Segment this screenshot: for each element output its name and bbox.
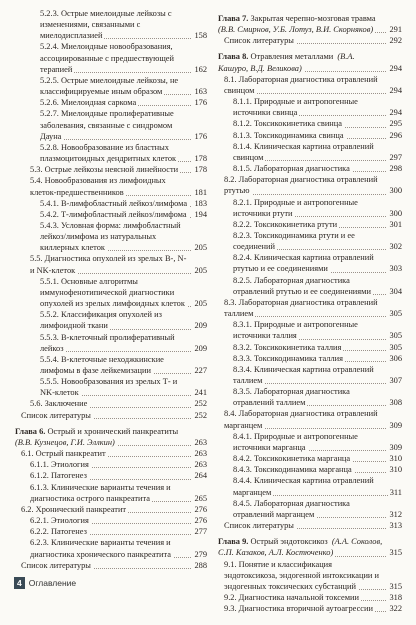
entry-title: 8.2.1. Природные и антропогенные источники ртути (233, 197, 358, 218)
toc-entry (15, 41, 207, 74)
chapter-label: Глава 8. (218, 52, 249, 62)
entry-title: 5.5.3. В-клеточный пролиферативный лейкоз (40, 332, 175, 353)
toc-entry (15, 8, 207, 41)
page-ref: 296 (389, 130, 402, 140)
page-ref: 205 (194, 243, 207, 253)
chapter-entry (218, 51, 402, 73)
page-ref: 312 (389, 509, 402, 519)
entry-title: 8.2. Лабораторная диагностика отравлений ртутью (224, 175, 378, 196)
toc-entry (15, 97, 207, 108)
entry-title: 8.3.2. Токсикокинетика таллия (233, 342, 342, 352)
entry-title: 8.4.5. Лабораторная диагностика отравлений марганцем (233, 498, 350, 519)
page-ref: 301 (389, 219, 402, 229)
page-ref: 295 (389, 119, 402, 129)
chapter-entry (15, 426, 207, 448)
page-ref: 302 (389, 242, 402, 252)
toc-entry (15, 526, 207, 537)
page-ref: 300 (389, 208, 402, 218)
toc-entry (218, 319, 402, 341)
entry-title: 6.1. Острый панкреатит (21, 449, 106, 459)
page-ref: 183 (194, 198, 207, 208)
entry-title: 8.4.4. Клиническая картина отравлений марганцем (233, 476, 374, 497)
page-ref: 294 (389, 85, 402, 95)
page-ref: 205 (194, 265, 207, 275)
page-ref: 305 (389, 342, 402, 352)
page-footer (14, 576, 76, 590)
chapter-authors: (В.В. Кузнецов, Г.И. Эллкин) (15, 437, 115, 447)
entry-title: 6.2.1. Этиология (30, 516, 89, 526)
entry-title: 5.4. Новообразования из лимфоидных клеток-предшественников (30, 176, 166, 197)
toc-entry (218, 297, 402, 319)
page-ref: 306 (389, 353, 402, 363)
entry-title (218, 13, 386, 35)
toc-entry (218, 453, 402, 464)
page-ref: 294 (389, 63, 402, 73)
page-ref: 310 (389, 465, 402, 475)
toc-entry (218, 252, 402, 274)
toc-right-column (218, 8, 402, 614)
entry-title: 5.5.4. В-клеточные неходжкинские лимфомы в фазе лейкемизации (40, 354, 164, 375)
toc-entry (218, 118, 402, 129)
toc-entry (15, 253, 207, 275)
page-ref: 163 (194, 87, 207, 97)
toc-entry (218, 230, 402, 252)
entry-title (218, 536, 386, 558)
toc-entry (218, 364, 402, 386)
toc-entry (15, 482, 207, 504)
page-ref: 176 (194, 98, 207, 108)
page-ref: 205 (194, 299, 207, 309)
entry-title: 5.2.7. Миелоидные пролиферативные заболевания, связанные с синдромом Дауна (40, 109, 174, 141)
toc-entry (15, 470, 207, 481)
entry-title: 5.3. Острые лейкозы неясной линейности (30, 165, 179, 175)
chapter-title: Острый эндотоксикоз (248, 537, 328, 547)
chapter-label: Глава 9. (218, 537, 249, 547)
toc-entry (218, 559, 402, 592)
page-ref: 308 (389, 398, 402, 408)
entry-title: 5.2.5. Острые миелоидные лейкозы, не классифицируемые иным образом (40, 75, 179, 97)
page-ref: 158 (194, 31, 207, 41)
toc-entry (15, 515, 207, 526)
page-ref: 263 (194, 449, 207, 459)
chapter-title: Острый и хронический панкреатиты (45, 426, 179, 436)
entry-title: 5.2.6. Миелоидная саркома (40, 98, 137, 108)
toc-entry (218, 475, 402, 497)
entry-title: 5.6. Заключение (30, 399, 88, 409)
page-ref: 178 (194, 154, 207, 164)
entry-title: 8.3.5. Лабораторная диагностика отравлений таллием (233, 387, 350, 408)
toc-entry (218, 431, 402, 453)
entry-title: 8.4.2. Токсикокинетика марганца (233, 454, 351, 464)
entry-title: Список литературы (21, 410, 91, 420)
toc-entry (218, 163, 402, 174)
page-ref: 176 (194, 131, 207, 141)
entry-title: 8.3.1. Природные и антропогенные источники таллия (233, 320, 358, 341)
toc-entry (218, 197, 402, 219)
chapter-title: Отравления металлами (248, 52, 334, 62)
entry-title (15, 426, 191, 448)
page-ref: 318 (389, 592, 402, 602)
toc-entry (218, 130, 402, 141)
toc-entry (15, 175, 207, 197)
entry-title: 9.3. Диагностика вторичной аутоагрессии (224, 604, 373, 614)
page-ref: 276 (194, 516, 207, 526)
page-ref: 264 (194, 471, 207, 481)
page-ref: 291 (389, 25, 402, 35)
entry-title: 8.4.3. Токсикодинамика марганца (233, 465, 352, 475)
chapter-label: Глава 6. (15, 426, 46, 436)
entry-title: 5.5.5. Новообразования из зрелых Т- и NK-клеток (40, 377, 178, 398)
toc-entry (218, 275, 402, 297)
entry-title: 6.1.2. Патогенез (30, 471, 87, 481)
chapter-authors: (В.В. Смирнов, У.Б. Лотуз, В.И. Скорняков) (218, 25, 374, 35)
chapter-authors: (В.А. Кашуро, В.Д. Великова) (218, 52, 355, 73)
toc-entry (15, 504, 207, 515)
toc-entry (218, 96, 402, 118)
entry-title: 6.2. Хронический панкреатит (21, 504, 127, 514)
entry-title: 8.4.1. Природные и антропогенные источники марганца (233, 431, 358, 452)
page-ref: 297 (389, 152, 402, 162)
toc-entry (218, 408, 402, 430)
chapter-label: Глава 7. (218, 14, 249, 23)
toc-entry (15, 198, 207, 209)
entry-title: 6.1.3. Клинические варианты течения и диагностика острого панкреатита (30, 482, 171, 503)
page-ref: 276 (194, 504, 207, 514)
toc-entry (218, 174, 402, 196)
page-ref: 279 (194, 549, 207, 559)
page-ref: 304 (389, 286, 402, 296)
page-ref: 322 (389, 604, 402, 614)
page-ref: 311 (389, 487, 402, 497)
page-ref: 305 (389, 331, 402, 341)
toc-entry (15, 108, 207, 141)
toc-entry (15, 398, 207, 409)
page-ref: 265 (194, 493, 207, 503)
entry-title: 9.2. Диагностика начальной токсемии (224, 592, 360, 602)
page-ref: 315 (389, 548, 402, 558)
toc-entry (15, 276, 207, 309)
chapter-title: Закрытая черепно-мозговая травма (248, 14, 376, 23)
entry-title: 8.3.4. Клиническая картина отравлений таллием (233, 364, 374, 385)
page-ref: 181 (194, 187, 207, 197)
page-ref: 315 (389, 581, 402, 591)
running-title: Оглавление (28, 578, 77, 588)
toc-entry (15, 220, 207, 253)
chapter-entry (218, 536, 402, 558)
toc-entry (218, 464, 402, 475)
page-ref: 309 (389, 442, 402, 452)
page-ref: 227 (194, 366, 207, 375)
toc-entry (218, 353, 402, 364)
toc-entry (15, 354, 207, 376)
entry-title: 5.2.3. Острые миелоидные лейкозы с изменениями, связанными с миелодисплазией (40, 9, 172, 41)
page-ref: 263 (194, 460, 207, 470)
page-ref: 209 (194, 321, 207, 331)
toc-entry (15, 209, 207, 220)
entry-title: 5.5. Диагностика опухолей из зрелых В-, N- и NK-клеток (30, 254, 187, 275)
page-ref: 313 (389, 521, 402, 531)
entry-title: 8.1.5. Лабораторная диагностика (233, 164, 350, 174)
toc-entry (218, 74, 402, 96)
entry-title: 8.2.5. Лабораторная диагностика отравлений ртутью и ее соединениями (233, 275, 371, 296)
entry-title (218, 51, 386, 73)
entry-title: 8.3. Лабораторная диагностика отравлений таллием (224, 297, 378, 319)
entry-title: 6.2.2. Патогенез (30, 527, 87, 537)
page-ref: 277 (194, 527, 207, 537)
toc-entry (218, 498, 402, 520)
toc-entry (218, 141, 402, 163)
entry-title: 5.5.1. Основные алгоритмы иммунофенотипической диагностики опухолей из зрелых лимфоидных клеток (40, 276, 185, 309)
toc-entry (15, 560, 207, 571)
toc-entry (15, 164, 207, 175)
entry-title: 8.3.3. Токсикодинамика таллия (233, 353, 343, 363)
toc-entry (15, 309, 207, 331)
chapter-authors: (А.А. Соколов, С.П. Казаков, А.Л. Костюченко) (218, 537, 383, 558)
page-ref: 288 (194, 560, 207, 570)
entry-title: 8.1. Лабораторная диагностика отравлений свинцом (224, 74, 378, 95)
toc-entry (218, 520, 402, 531)
entry-title: 8.1.4. Клиническая картина отравлений свинцом (233, 141, 374, 162)
toc-entry (15, 448, 207, 459)
entry-title: 5.2.8. Новообразование из бластных плазмоцитоидных дендритных клеток (40, 142, 177, 164)
chapter-entry (218, 13, 402, 35)
page-ref: 303 (389, 264, 402, 274)
page-ref: 162 (194, 64, 207, 74)
toc-entry (218, 219, 402, 230)
page-ref: 305 (389, 309, 402, 319)
toc-entry (15, 410, 207, 421)
entry-title: 8.4. Лабораторная диагностика отравлений марганцем (224, 409, 378, 430)
entry-title: 5.4.1. В-лимфобластный лейкоз/лимфома (40, 198, 188, 208)
entry-title: 8.2.3. Токсикодинамика ртути и ее соединений (233, 230, 355, 252)
page-ref: 300 (389, 186, 402, 196)
page-ref: 309 (389, 420, 402, 430)
entry-title: 8.1.1. Природные и антропогенные источники свинца (233, 97, 358, 118)
entry-title: 6.2.3. Клинические варианты течения и диагностика хронического панкреатита (30, 538, 171, 559)
page-ref: 241 (194, 388, 207, 398)
page-ref: 263 (194, 437, 207, 447)
toc-left-column (15, 8, 207, 571)
entry-title: 8.2.2. Токсикокинетика ртути (233, 219, 338, 229)
toc-entry (218, 603, 402, 614)
toc-entry (15, 459, 207, 470)
toc-entry (15, 75, 207, 97)
toc-entry (218, 592, 402, 603)
entry-title: 8.1.3. Токсикодинамика свинца (233, 130, 344, 140)
entry-title: 8.1.2. Токсикокинетика свинца (233, 119, 342, 129)
page-ref: 252 (194, 399, 207, 409)
toc-entry (218, 35, 402, 46)
entry-title: 5.4.2. Т-лимфобластный лейкоз/лимфома (40, 209, 187, 219)
page-ref: 292 (389, 36, 402, 46)
page-ref: 178 (194, 165, 207, 175)
entry-title: 6.1.1. Этиология (30, 460, 89, 470)
page-ref: 310 (389, 454, 402, 464)
toc-entry (218, 342, 402, 353)
entry-title: Список литературы (224, 521, 294, 531)
page-number: 4 (14, 577, 25, 589)
page-ref: 298 (389, 164, 402, 174)
page-ref: 307 (389, 376, 402, 385)
entry-title: 8.2.4. Клиническая картина отравлений ртутью и ее соединениями (233, 253, 374, 274)
toc-entry (218, 386, 402, 408)
page-ref: 252 (194, 410, 207, 420)
toc-entry (15, 142, 207, 164)
toc-entry (15, 376, 207, 398)
page-ref: 294 (389, 108, 402, 118)
entry-title: 9.1. Понятие и классификация эндотоксикоза, эндогенной интоксикации и эндогенных токсических субстанций (224, 559, 379, 591)
page-ref: 194 (194, 209, 207, 219)
entry-title: 5.2.4. Миелоидные новообразования, ассоциированные с предшествующей терапией (40, 42, 174, 74)
entry-title: Список литературы (224, 36, 294, 46)
entry-title: 5.5.2. Классификация опухолей из лимфоидной ткани (40, 310, 162, 331)
toc-entry (15, 537, 207, 559)
page-ref: 209 (194, 343, 207, 353)
entry-title: Список литературы (21, 560, 91, 570)
toc-entry (15, 332, 207, 354)
entry-title: 5.4.3. Условная форма: лимфобластный лейкоз/лимфома из натуральных киллерных клеток (40, 220, 181, 253)
